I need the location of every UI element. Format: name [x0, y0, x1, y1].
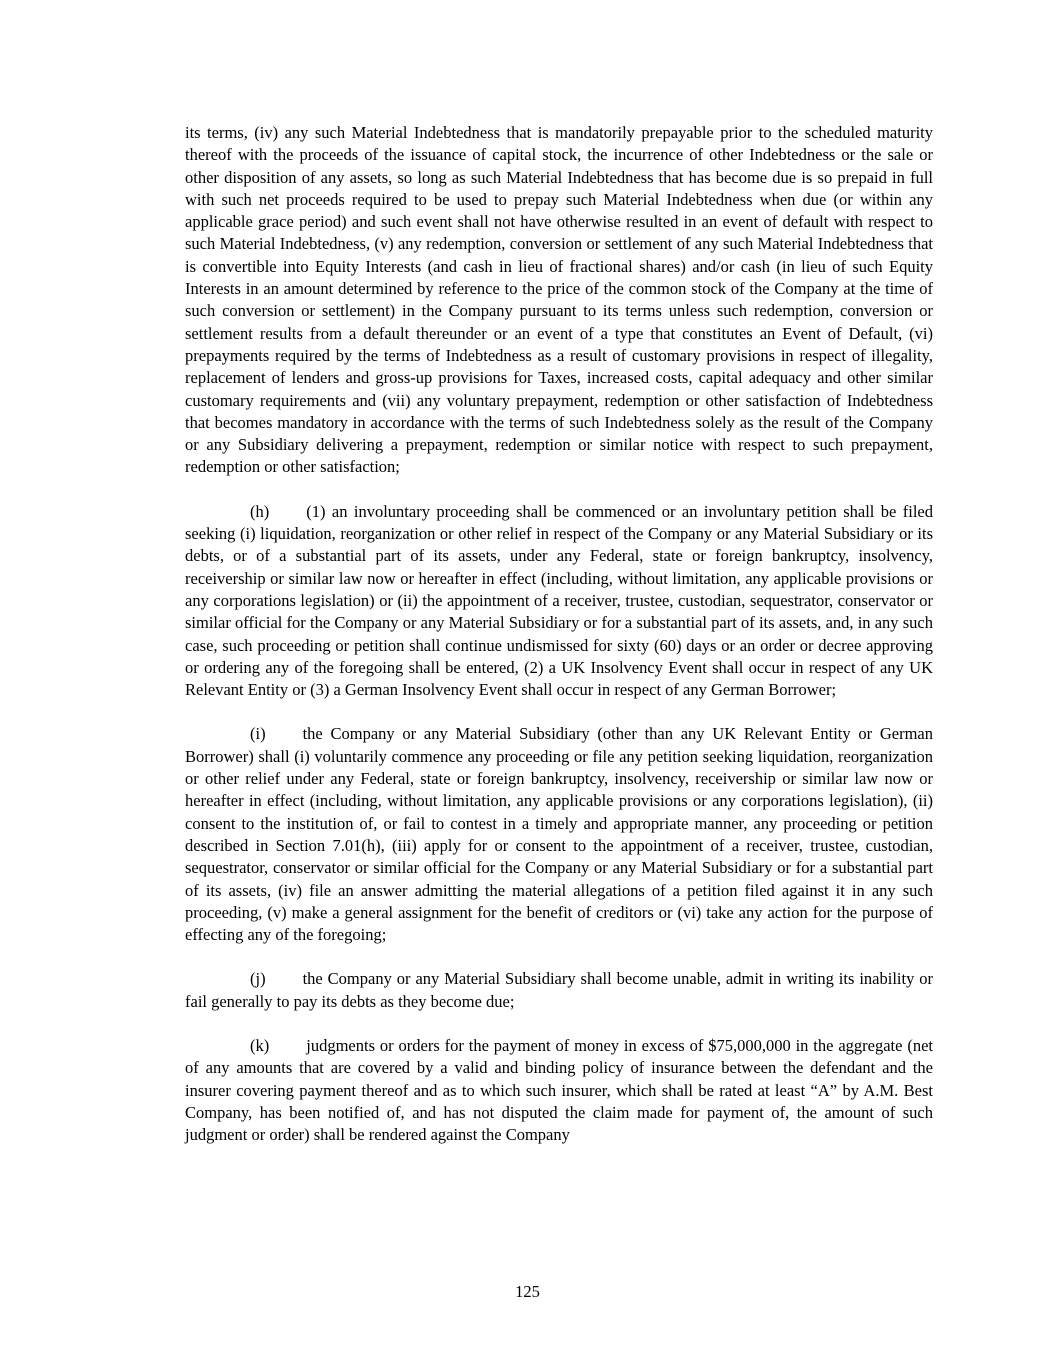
paragraph-label: (i) — [250, 724, 266, 744]
page-number: 125 — [515, 1282, 540, 1301]
paragraph-label: (h) — [250, 501, 270, 521]
paragraph-text: judgments or orders for the payment of money in excess of $75,000,000 in the aggregate (net of any amounts that are covered by a valid and binding policy of insurance between the defendant and the insurer covering payment thereof and as to which such insurer, which shall be rated at least “A” by A.M. Best Company, has been notified of, and has not disputed the claim made for payment of, the amount of such judgment or order) shall be rendered against the Company — [185, 1035, 933, 1145]
paragraph — [185, 968, 933, 1013]
paragraph-text: (1) an involuntary proceeding shall be commenced or an involuntary petition shall be filed seeking (i) liquidation, reorganization or other relief in respect of the Company or any Material Subsidiary or its debts, or of a substantial part of its assets, under any Federal, state or foreign bankruptcy, insolvency, receivership or similar law now or hereafter in effect (including, without limitation, any applicable provisions or any corporations legislation) or (ii) the appointment of a receiver, trustee, custodian, sequestrator, conservator or similar official for the Company or any Material Subsidiary or for a substantial part of its assets, and, in any such case, such proceeding or petition shall continue undismissed for sixty (60) days or an order or decree approving or ordering any of the foregoing shall be entered, (2) a UK Insolvency Event shall occur in respect of any UK Relevant Entity or (3) a German Insolvency Event shall occur in respect of any German Borrower; — [185, 501, 933, 700]
paragraph — [185, 122, 933, 479]
paragraph — [185, 723, 933, 946]
paragraph-text: the Company or any Material Subsidiary (other than any UK Relevant Entity or German Borrower) shall (i) voluntarily commence any proceeding or file any petition seeking liquidation, reorganization or other relief under any Federal, state or foreign bankruptcy, insolvency, receivership or similar law now or hereafter in effect (including, without limitation, any applicable provisions or any corporations legislation), (ii) consent to the institution of, or fail to contest in a timely and appropriate manner, any proceeding or petition described in Section 7.01(h), (iii) apply for or consent to the appointment of a receiver, trustee, custodian, sequestrator, conservator or similar official for the Company or any Material Subsidiary or for a substantial part of its assets, (iv) file an answer admitting the material allegations of a petition filed against it in any such proceeding, (v) make a general assignment for the benefit of creditors or (vi) take any action for the purpose of effecting any of the foregoing; — [185, 724, 933, 945]
document-body — [185, 122, 933, 1168]
paragraph — [185, 501, 933, 702]
paragraph-label: (j) — [250, 969, 266, 989]
paragraph-text: its terms, (iv) any such Material Indebtedness that is mandatorily prepayable prior to the scheduled maturity thereof with the proceeds of the issuance of capital stock, the incurrence of other Indebtedness or the sale or other disposition of any assets, so long as such Material Indebtedness that has become due is so prepaid in full with such net proceeds required to be used to prepay such Material Indebtedness when due (or within any applicable grace period) and such event shall not have otherwise resulted in an event of default with respect to such Material Indebtedness, (v) any redemption, conversion or settlement of any such Material Indebtedness that is convertible into Equity Interests (and cash in lieu of fractional shares) and/or cash (in lieu of such Equity Interests in an amount determined by reference to the price of the common stock of the Company at the time of such conversion or settlement) in the Company pursuant to its terms unless such redemption, conversion or settlement results from a default thereunder or an event of a type that constitutes an Event of Default, (vi) prepayments required by the terms of Indebtedness as a result of customary provisions in respect of illegality, replacement of lenders and gross-up provisions for Taxes, increased costs, capital adequacy and other similar customary requirements and (vii) any voluntary prepayment, redemption or other satisfaction of Indebtedness that becomes mandatory in accordance with the terms of such Indebtedness solely as the result of the Company or any Subsidiary delivering a prepayment, redemption or similar notice with respect to such prepayment, redemption or other satisfaction; — [185, 123, 933, 477]
paragraph — [185, 1035, 933, 1146]
paragraph-label: (k) — [250, 1035, 270, 1055]
paragraph-text: the Company or any Material Subsidiary shall become unable, admit in writing its inability or fail generally to pay its debts as they become due; — [185, 969, 933, 1011]
